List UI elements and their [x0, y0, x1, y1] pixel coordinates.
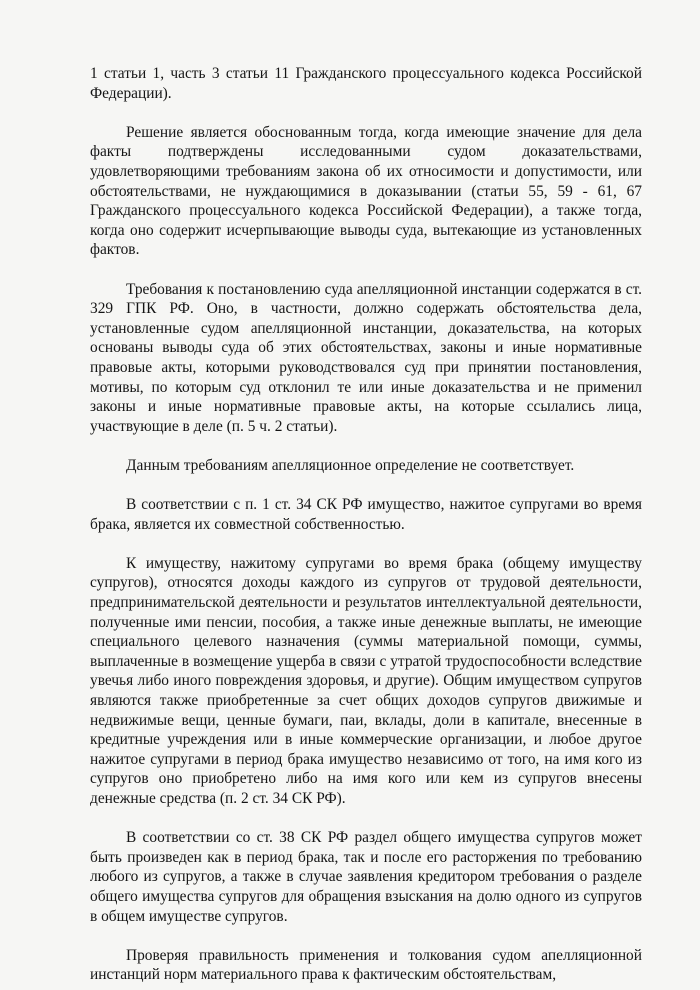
- paragraph-8: Проверяя правильность применения и толкования судом апелляционной инстанций норм материального права к фактическим обстоятельствам,: [90, 946, 642, 984]
- paragraph-2: Решение является обоснованным тогда, когда имеющие значение для дела факты подтверждены исследованными судом доказательствами, удовлетворяющими требованиям закона об их относимости и допустимости, или обстоятельствами, не нуждающимися в доказывании (статьи 55, 59 - 61, 67 Гражданского процессуального кодекса Российской Федерации), а также тогда, когда оно содержит исчерпывающие выводы суда, вытекающие из установленных фактов.: [90, 123, 642, 259]
- paragraph-6: К имуществу, нажитому супругами во время брака (общему имуществу супругов), относятся доходы каждого из супругов от трудовой деятельности, предпринимательской деятельности и результатов интеллектуальной деятельности, полученные ими пенсии, пособия, а также иные денежные выплаты, не имеющие специального целевого назначения (суммы материальной помощи, суммы, выплаченные в возмещение ущерба в связи с утратой трудоспособности вследствие увечья либо иного повреждения здоровья, и другие). Общим имуществом супругов являются также приобретенные за счет общих доходов супругов движимые и недвижимые вещи, ценные бумаги, паи, вклады, доли в капитале, внесенные в кредитные учреждения или в иные коммерческие организации, и любое другое нажитое супругами в период брака имущество независимо от того, на имя кого из супругов оно приобретено либо на имя кого или кем из супругов внесены денежные средства (п. 2 ст. 34 СК РФ).: [90, 554, 642, 807]
- paragraph-7: В соответствии со ст. 38 СК РФ раздел общего имущества супругов может быть произведен как в период брака, так и после его расторжения по требованию любого из супругов, а также в случае заявления кредитором требования о разделе общего имущества супругов для обращения взыскания на долю одного из супругов в общем имуществе супругов.: [90, 829, 642, 925]
- paragraph-5: В соответствии с п. 1 ст. 34 СК РФ имущество, нажитое супругами во время брака, является их совместной собственностью.: [90, 496, 642, 533]
- paragraph-4: Данным требованиям апелляционное определение не соответствует.: [126, 456, 575, 474]
- document-body: [90, 64, 642, 985]
- paragraph-1: 1 статьи 1, часть 3 статьи 11 Гражданского процессуального кодекса Российской Федерации).: [90, 65, 642, 102]
- paragraph-3: Требования к постановлению суда апелляционной инстанции содержатся в ст. 329 ГПК РФ. Оно, в частности, должно содержать обстоятельства дела, установленные судом апелляционной инстанции, доказательства, на которых основаны выводы суда об этих обстоятельствах, законы и иные нормативные правовые акты, которыми руководствовался суд при принятии постановления, мотивы, по которым суд отклонил те или иные доказательства и не применил законы и иные нормативные правовые акты, на которые ссылались лица, участвующие в деле (п. 5 ч. 2 статьи).: [90, 280, 642, 435]
